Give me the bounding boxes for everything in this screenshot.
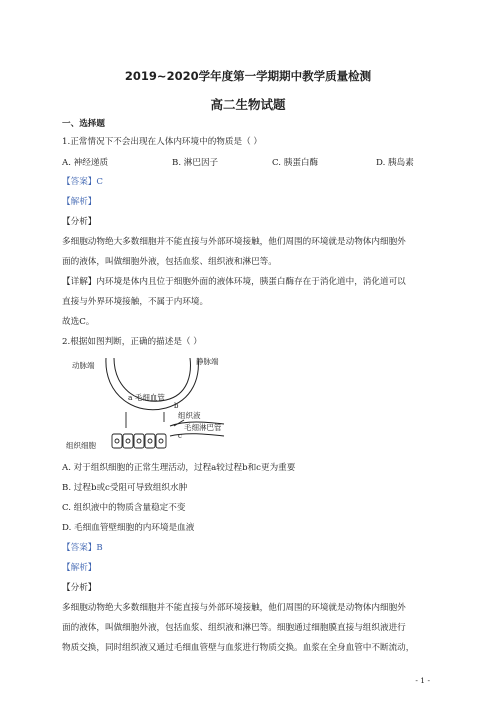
q2-answer: 【答案】B	[62, 543, 103, 553]
q1-conclusion: 故选C。	[62, 317, 95, 327]
q1-option-c: C. 胰蛋白酶	[272, 158, 319, 168]
label-b: b	[174, 402, 179, 410]
exam-subtitle: 高二生物试题	[210, 97, 286, 112]
q2-analysis-line: 面的液体，叫做细胞外液，包括血浆、组织液和淋巴等。细胞通过细胞膜直接与组织液进行	[62, 623, 406, 633]
q1-analysis-line: 多细胞动物绝大多数细胞并不能直接与外部环境接触，他们周围的环境就是动物体内细胞外	[62, 237, 406, 247]
q2-option-d: D. 毛细血管壁细胞的内环境是血液	[62, 523, 195, 533]
q1-answer: 【答案】C	[62, 177, 103, 187]
q1-stem: 1.正常情况下不会出现在人体内环境中的物质是（ ）	[62, 137, 262, 147]
section-heading: 一、选择题	[62, 119, 105, 129]
page-number: - 1 -	[415, 676, 430, 685]
label-artery: 动脉端	[72, 361, 95, 370]
label-lymph-capillary: 毛细淋巴管	[184, 423, 222, 432]
q1-analysis-label: 【分析】	[62, 217, 97, 227]
q2-option-c: C. 组织液中的物质含量稳定不变	[62, 503, 186, 513]
label-tissue-cells: 组织细胞	[66, 441, 96, 450]
q1-analysis-line: 面的液体，叫做细胞外液，包括血浆、组织液和淋巴等。	[62, 257, 277, 267]
q2-analysis-line: 物质交换，同时组织液又通过毛细血管壁与血浆进行物质交换。血浆在全身血管中不断流动，	[62, 643, 415, 653]
tissue-cells	[112, 434, 166, 448]
q2-stem: 2.根据如图判断，正确的描述是（ ）	[62, 337, 202, 347]
q2-analysis-line: 多细胞动物绝大多数细胞并不能直接与外部环境接触，他们周围的环境就是动物体内细胞外	[62, 603, 406, 613]
label-tissue-fluid: 组织液	[178, 411, 201, 420]
q1-option-a: A. 神经递质	[62, 158, 109, 168]
q1-detail-line: 【详解】内环境是体内且位于细胞外面的液体环境，胰蛋白酶存在于消化道中，消化道可以	[62, 277, 406, 287]
q1-option-d: D. 胰岛素	[376, 158, 414, 168]
exam-title: 2019~2020学年度第一学期期中教学质量检测	[124, 69, 372, 83]
q1-option-b: B. 淋巴因子	[172, 158, 219, 168]
label-vein: 静脉端	[196, 357, 219, 366]
label-c: c	[178, 432, 182, 440]
q2-analysis-label: 【分析】	[62, 583, 97, 593]
q1-jiexi: 【解析】	[62, 197, 97, 207]
q2-jiexi: 【解析】	[62, 563, 97, 573]
q2-option-a: A. 对于组织细胞的正常生理活动，过程a较过程b和c更为重要	[62, 463, 296, 473]
label-capillary: a 毛细血管	[128, 393, 165, 402]
q2-option-b: B. 过程b或c受阻可导致组织水肿	[62, 483, 188, 493]
q1-detail-line: 直接与外界环境接触，不属于内环境。	[62, 297, 209, 307]
